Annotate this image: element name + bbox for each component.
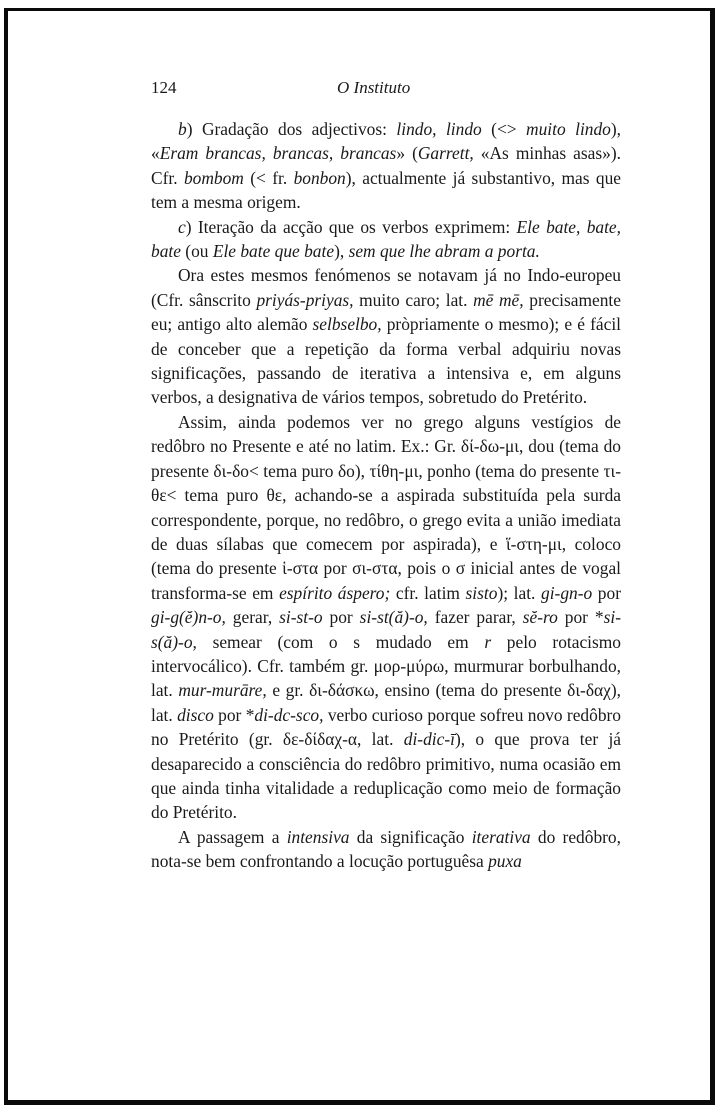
text-run: por <box>322 607 360 628</box>
italic-text: lindo, lindo <box>396 119 482 139</box>
italic-text: mur-murāre, <box>178 680 267 701</box>
text-run: Assim, ainda podemos ver no grego alguns vestígios de redôbro no Presente e até no latim. Ex.: Gr. δί-δω-μι, dou (tema do presente δι-δο< tema puro δο), τίθη-μι, ponho (tema do presente τι-θε< tema puro θε, achando-se a aspirada substituída pela surda correspondente, porque, no redôbro, o grego evita a união imediata de duas sílabas que comecem por aspirada), e ἵ-στη-μι, coloco (tema do presente ἱ-στα por σι-στα, pois o σ inicial antes de vogal transforma-se em <box>151 411 621 603</box>
italic-text: selbselbo, <box>312 314 382 335</box>
italic-text: sĕ-ro <box>522 607 558 628</box>
paragraph-c <box>151 215 621 264</box>
italic-text: Garrett, <box>417 143 474 164</box>
italic-text: muito lindo <box>526 119 611 139</box>
text-run: (ou <box>180 241 213 262</box>
italic-text: puxa <box>488 851 522 872</box>
text-run: muito caro; lat. <box>353 289 474 310</box>
text-run: da significação <box>349 826 472 847</box>
italic-text: si-st-o <box>279 607 323 628</box>
paragraph-passagem <box>151 825 621 874</box>
text-run: ), « <box>151 119 622 164</box>
text-run: pròpriamente o mesmo); e é fácil de conceber que a repetição da forma verbal adquiriu novas significações, passando de iterativa a intensiva e, em alguns verbos, a designativa de vários tempos, sobretudo do Pretérito. <box>151 314 621 408</box>
text-run: ) Gradação dos adjectivos: <box>186 119 397 139</box>
text-run: pelo rotacismo intervocálico). Cfr. também gr. μορ-μύρω, murmurar borbulhando, lat. <box>151 631 621 701</box>
text-run: do redôbro, nota-se bem confrontando a locução portuguêsa <box>151 826 621 872</box>
italic-text: si-st(ă)-o, <box>359 607 428 628</box>
text-run: Ora estes mesmos fenómenos se notavam já no Indo-europeu (Cfr. sânscrito <box>151 265 621 310</box>
text-run: ), actualmente já substantivo, mas que tem a mesma origem. <box>151 167 621 213</box>
text-run: » ( <box>396 143 418 164</box>
italic-text: intensiva <box>286 826 350 847</box>
paragraph-ora <box>151 263 621 409</box>
text-run: por * <box>213 704 255 725</box>
italic-text: si-s(ă)-o, <box>151 607 621 652</box>
text-run: semear (com o s mudado em <box>196 631 485 652</box>
italic-text: bonbon <box>293 167 346 188</box>
italic-text: Ele bate, bate, bate <box>151 216 621 262</box>
italic-text: di-dc-sco, <box>254 704 324 725</box>
italic-text: b <box>178 119 187 139</box>
text-run: ), o que prova ter já desaparecido a consciência do redôbro primitivo, numa ocasião em que ainda tinha vitalidade a reduplicação como meio de formação do Pretérito. <box>151 729 622 823</box>
text-run: (<> <box>481 119 527 139</box>
text-run: gerar, <box>225 607 280 628</box>
text-run: precisamente eu; antigo alto alemão <box>151 289 621 335</box>
text-run: A passagem a <box>178 826 287 847</box>
italic-text: espírito áspero; <box>279 582 391 603</box>
text-run: fazer parar, <box>427 607 523 628</box>
text-run: «As minhas asas»). Cfr. <box>151 143 621 188</box>
italic-text: Ele bate que bate <box>212 241 335 262</box>
text-run: ) Iteração da acção que os verbos exprimem: <box>185 216 517 237</box>
text-run: cfr. latim <box>390 582 466 603</box>
italic-text: di-dic-ī <box>403 729 455 750</box>
text-run: ); lat. <box>497 582 541 603</box>
italic-text: sem que lhe abram a porta. <box>348 241 540 262</box>
italic-text: priyás-priyas, <box>256 289 354 310</box>
body-text <box>151 117 621 874</box>
italic-text: gi-gn-o <box>541 582 593 603</box>
italic-text: disco <box>177 704 214 725</box>
italic-text: iterativa <box>471 826 531 847</box>
page-number: 124 <box>151 78 177 97</box>
paragraph-assim <box>151 410 621 825</box>
text-run: verbo curioso porque sofreu novo redôbro no Pretérito (gr. δε-δίδαχ-α, lat. <box>151 704 622 750</box>
italic-text: bombom <box>183 167 244 188</box>
italic-text: gi-g(ĕ)n-o, <box>151 607 226 628</box>
text-run: ), <box>334 241 349 262</box>
italic-text: r <box>484 631 492 652</box>
italic-text: Eram brancas, brancas, brancas <box>159 143 397 164</box>
paragraph-b <box>151 117 621 215</box>
italic-text: sisto <box>465 582 498 603</box>
italic-text: c <box>178 216 186 237</box>
page-header <box>151 78 621 102</box>
text-run: por * <box>557 607 604 628</box>
text-run: (< fr. <box>243 167 294 188</box>
text-run: e gr. δι-δάσκω, ensino (tema do presente δι-δαχ), lat. <box>151 680 622 725</box>
italic-text: mē mē, <box>473 289 524 310</box>
running-title: O Instituto <box>337 78 411 97</box>
text-run: por <box>592 582 621 603</box>
